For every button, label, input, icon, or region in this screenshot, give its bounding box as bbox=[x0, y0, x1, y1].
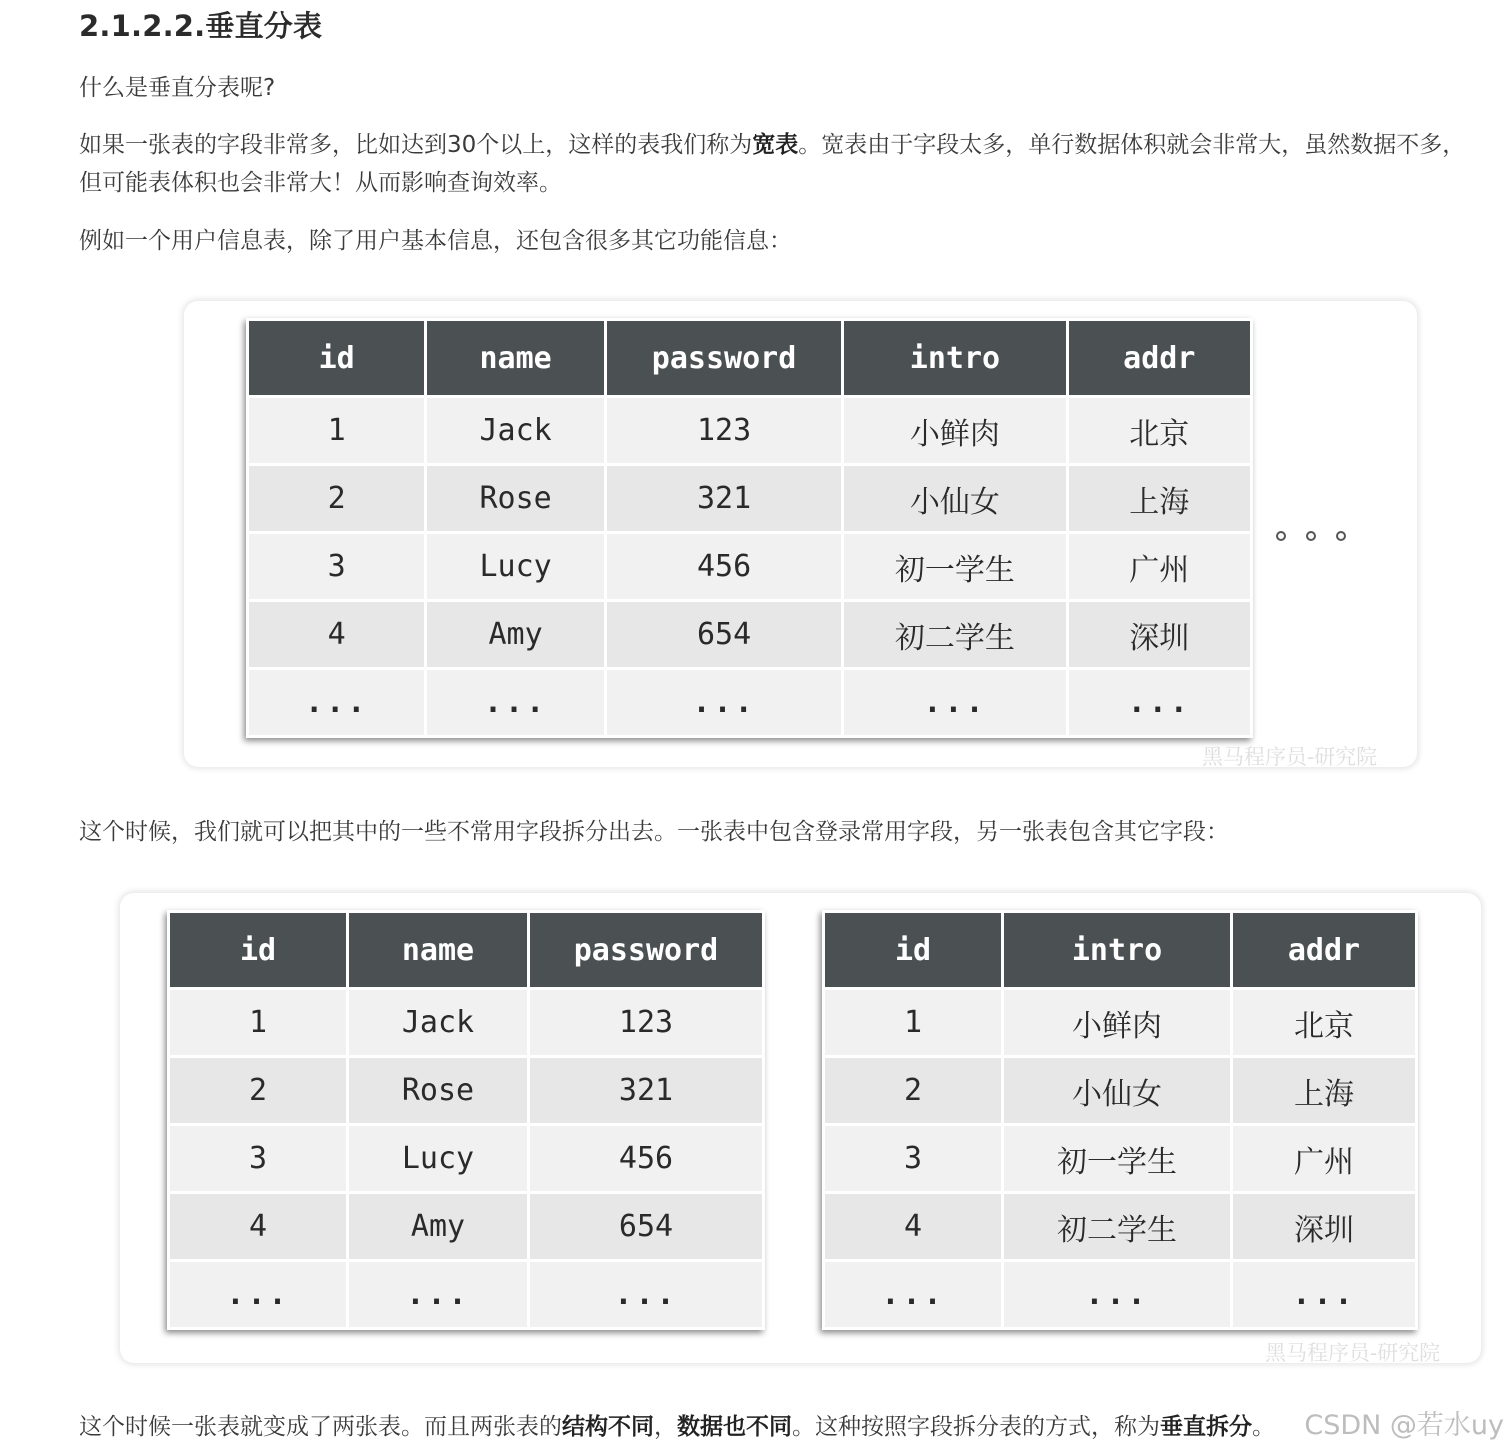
table-row bbox=[170, 990, 762, 1055]
table-cell: 深圳 bbox=[1069, 602, 1250, 667]
table-cell: Jack bbox=[427, 398, 603, 463]
conclusion-text-3: 。这种按照字段拆分表的方式，称为 bbox=[792, 1414, 1160, 1440]
table-cell: 北京 bbox=[1069, 398, 1250, 463]
table-row bbox=[249, 466, 1250, 531]
table-cell: 4 bbox=[170, 1194, 346, 1259]
table-cell: 123 bbox=[607, 398, 842, 463]
table-cell: 321 bbox=[530, 1058, 762, 1123]
table-cell: 3 bbox=[170, 1126, 346, 1191]
table-row-ellipsis bbox=[170, 1262, 762, 1327]
header-cell: addr bbox=[1233, 913, 1415, 987]
header-cell: intro bbox=[844, 321, 1065, 395]
table-row bbox=[170, 1194, 762, 1259]
table-cell: 456 bbox=[607, 534, 842, 599]
table-cell: 小鲜肉 bbox=[844, 398, 1065, 463]
table-cell: 1 bbox=[825, 990, 1001, 1055]
table-cell: Lucy bbox=[427, 534, 603, 599]
header-cell: password bbox=[607, 321, 842, 395]
table-cell: 321 bbox=[607, 466, 842, 531]
other-fields-table bbox=[822, 910, 1418, 1330]
table-cell: 654 bbox=[607, 602, 842, 667]
section-heading: 2.1.2.2.垂直分表 bbox=[79, 9, 323, 43]
table-cell: ... bbox=[1004, 1262, 1230, 1327]
intro-question: 什么是垂直分表呢? bbox=[79, 75, 276, 101]
table-cell: 小鲜肉 bbox=[1004, 990, 1230, 1055]
table-cell: Amy bbox=[427, 602, 603, 667]
header-cell: addr bbox=[1069, 321, 1250, 395]
table-cell: 广州 bbox=[1233, 1126, 1415, 1191]
table-cell: 1 bbox=[249, 398, 424, 463]
table-cell: 广州 bbox=[1069, 534, 1250, 599]
header-cell: intro bbox=[1004, 913, 1230, 987]
table-cell: 小仙女 bbox=[844, 466, 1065, 531]
table-cell: ... bbox=[607, 670, 842, 735]
table-row bbox=[825, 1058, 1415, 1123]
more-columns-dots-icon bbox=[1276, 531, 1346, 541]
table-cell: Jack bbox=[349, 990, 527, 1055]
conclusion-paragraph bbox=[79, 1408, 1275, 1446]
conclusion-term-data: 数据也不同 bbox=[677, 1414, 792, 1440]
header-cell: id bbox=[249, 321, 424, 395]
table-cell: 2 bbox=[170, 1058, 346, 1123]
table-cell: ... bbox=[1069, 670, 1250, 735]
table-cell: 4 bbox=[825, 1194, 1001, 1259]
table-cell: 初二学生 bbox=[1004, 1194, 1230, 1259]
conclusion-term-vertical-split: 垂直拆分 bbox=[1160, 1414, 1252, 1440]
wide-table-term: 宽表 bbox=[752, 132, 799, 158]
table-cell: 初一学生 bbox=[844, 534, 1065, 599]
header-cell: name bbox=[349, 913, 527, 987]
table-row bbox=[170, 1126, 762, 1191]
table-cell: 3 bbox=[249, 534, 424, 599]
table-row bbox=[825, 990, 1415, 1055]
csdn-watermark: CSDN @若水uy bbox=[1304, 1410, 1504, 1441]
table-cell: Rose bbox=[349, 1058, 527, 1123]
wide-table-paragraph bbox=[79, 126, 1465, 202]
table-cell: ... bbox=[1233, 1262, 1415, 1327]
table-row bbox=[825, 1126, 1415, 1191]
table-cell: Rose bbox=[427, 466, 603, 531]
conclusion-text-4: 。 bbox=[1252, 1414, 1275, 1440]
table-cell: 上海 bbox=[1069, 466, 1250, 531]
table-cell: 上海 bbox=[1233, 1058, 1415, 1123]
table-cell: 初二学生 bbox=[844, 602, 1065, 667]
header-cell: name bbox=[427, 321, 603, 395]
table-cell: ... bbox=[427, 670, 603, 735]
table-cell: ... bbox=[249, 670, 424, 735]
login-fields-table bbox=[167, 910, 765, 1330]
table-cell: Lucy bbox=[349, 1126, 527, 1191]
table-row-ellipsis bbox=[249, 670, 1250, 735]
table-cell: Amy bbox=[349, 1194, 527, 1259]
header-cell: id bbox=[825, 913, 1001, 987]
table-cell: 深圳 bbox=[1233, 1194, 1415, 1259]
table-cell: ... bbox=[825, 1262, 1001, 1327]
table-row-ellipsis bbox=[825, 1262, 1415, 1327]
wide-table-text-3: 但可能表体积也会非常大！从而影响查询效率。 bbox=[79, 170, 562, 196]
conclusion-term-structure: 结构不同 bbox=[562, 1414, 654, 1440]
table-cell: 初一学生 bbox=[1004, 1126, 1230, 1191]
table-row bbox=[825, 1194, 1415, 1259]
table-cell: 北京 bbox=[1233, 990, 1415, 1055]
table-cell: 1 bbox=[170, 990, 346, 1055]
example-paragraph: 例如一个用户信息表，除了用户基本信息，还包含很多其它功能信息： bbox=[79, 228, 792, 254]
header-cell: id bbox=[170, 913, 346, 987]
conclusion-text-1: 这个时候一张表就变成了两张表。而且两张表的 bbox=[79, 1414, 562, 1440]
table-row bbox=[249, 534, 1250, 599]
table-row bbox=[170, 1058, 762, 1123]
figure-watermark: 黑马程序员-研究院 bbox=[1202, 745, 1378, 769]
table-cell: 2 bbox=[825, 1058, 1001, 1123]
split-explanation-paragraph: 这个时候，我们就可以把其中的一些不常用字段拆分出去。一张表中包含登录常用字段，另一张表包含其它字段： bbox=[79, 819, 1229, 845]
figure-watermark: 黑马程序员-研究院 bbox=[1265, 1341, 1441, 1365]
table-cell: 123 bbox=[530, 990, 762, 1055]
table-cell: ... bbox=[349, 1262, 527, 1327]
table-cell: 4 bbox=[249, 602, 424, 667]
table-cell: ... bbox=[530, 1262, 762, 1327]
table-cell: ... bbox=[170, 1262, 346, 1327]
table-header-row bbox=[249, 321, 1250, 395]
full-user-table bbox=[246, 318, 1253, 738]
header-cell: password bbox=[530, 913, 762, 987]
table-cell: 2 bbox=[249, 466, 424, 531]
table-row bbox=[249, 602, 1250, 667]
table-row bbox=[249, 398, 1250, 463]
conclusion-text-2: ， bbox=[654, 1414, 677, 1440]
table-cell: 654 bbox=[530, 1194, 762, 1259]
table-cell: 3 bbox=[825, 1126, 1001, 1191]
table-header-row bbox=[825, 913, 1415, 987]
table-cell: 小仙女 bbox=[1004, 1058, 1230, 1123]
table-header-row bbox=[170, 913, 762, 987]
wide-table-text-1: 如果一张表的字段非常多，比如达到30个以上，这样的表我们称为 bbox=[79, 132, 753, 158]
table-cell: ... bbox=[844, 670, 1065, 735]
wide-table-text-2: 。宽表由于字段太多，单行数据体积就会非常大，虽然数据不多， bbox=[798, 132, 1466, 158]
table-cell: 456 bbox=[530, 1126, 762, 1191]
